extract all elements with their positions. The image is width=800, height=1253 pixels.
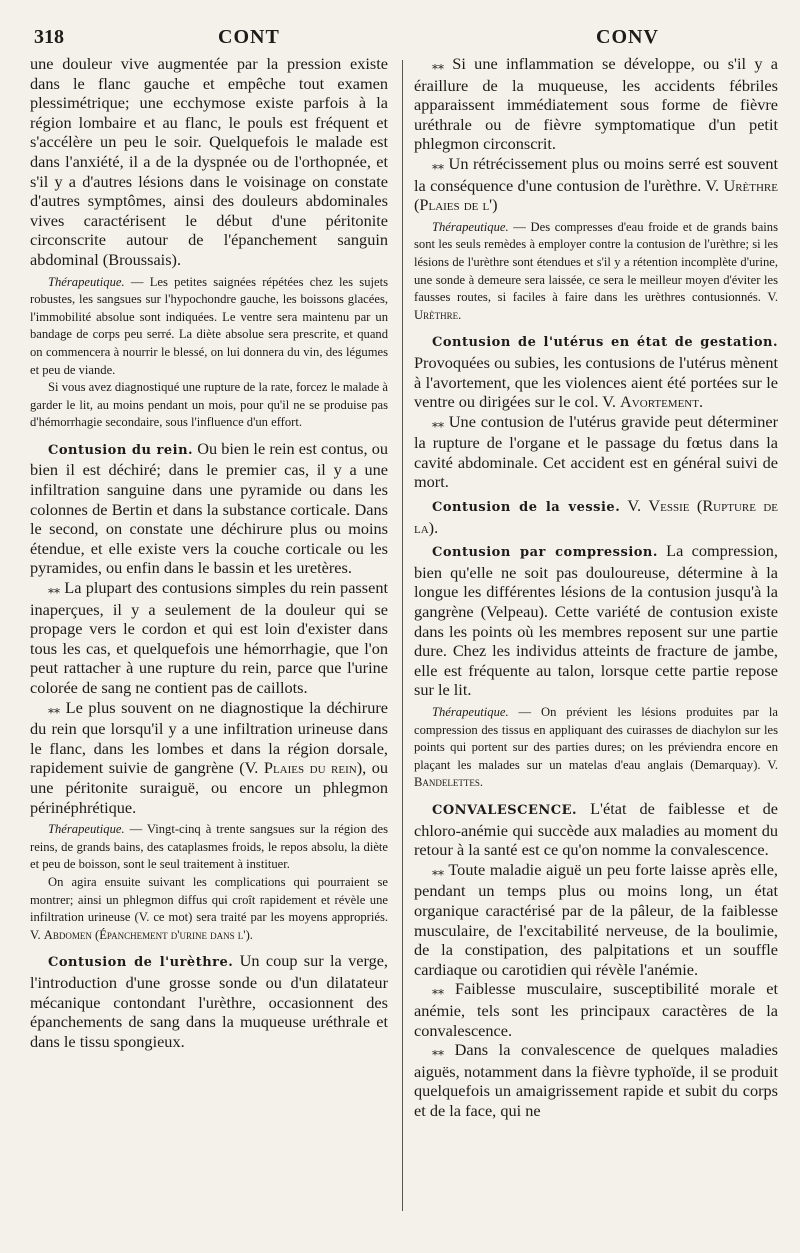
- entry-contusion-compression: Contusion par compression. La compression, bien qu'elle ne soit pas douloureuse, détermine à la longue les différentes lésions de la contusion jusqu'à la gangrène (Velpeau). Cette variété de contusion existe dans les points où les membres reposent sur une partie dure. Chez les individus atteints de fracture de jambe, elle est fréquente au talon, lorsque cette partie repose sur le lit.: [414, 541, 778, 700]
- entry-convalescence: CONVALESCENCE. L'état de faiblesse et de chloro-anémie qui succède aux maladies au moment du retour à la santé est ce qu'on nomme la convalescence.: [414, 798, 778, 860]
- entry-heading: Contusion de l'urèthre.: [48, 955, 234, 971]
- paragraph: ⁎⁎ Une contusion de l'utérus gravide peut déterminer la rupture de l'organe et le passage du fœtus dans la cavité abdominale. Cet accident est en général suivi de mort.: [414, 411, 778, 492]
- paragraph: ⁎⁎ Si une inflammation se développe, ou s'il y a éraillure de la muqueuse, les accidents fébriles apparaissent immédiatement sous forme de fièvre uréthrale ou de fièvre symptomatique d'un petit phlegmon circonscrit.: [414, 54, 778, 154]
- right-running-head: CONV: [596, 26, 659, 48]
- asterism-icon: ⁎⁎: [432, 863, 444, 878]
- cross-reference: Abdomen (Épanchement d'urine dans l'): [43, 927, 250, 942]
- therapeutique-paragraph: Thérapeutique. — Vingt-cinq à trente sangsues sur la région des reins, de grands bains, des cataplasmes froids, le repos absolu, la diète et peu de boisson, sont le seul traitement à instituer.: [30, 822, 388, 872]
- therapeutique-label: Thérapeutique.: [48, 822, 125, 837]
- cross-reference: Urèthre: [414, 307, 459, 322]
- therapeutique-paragraph: Thérapeutique. — On prévient les lésions produites par la compression des tissus en appliquant des cuirasses de diachylon sur les points qui portent sur des parties dures; on les préviendra encore en plaçant les malades sur un matelas d'eau anglais (Demarquay). V. Bandelettes.: [414, 705, 778, 790]
- therapeutique-label: Thérapeutique.: [432, 705, 509, 719]
- two-column-body: [30, 54, 778, 1241]
- page-header: [30, 22, 778, 52]
- entry-heading: Contusion du rein.: [48, 442, 194, 458]
- left-running-head: CONT: [218, 26, 280, 48]
- therapeutique-label: Thérapeutique.: [432, 219, 509, 234]
- entry-contusion-vessie: Contusion de la vessie. V. Vessie (Rupture de la).: [414, 496, 778, 537]
- page-number: 318: [34, 26, 64, 48]
- right-column: [414, 54, 778, 1241]
- cross-reference: Urèthre (Plaies de l'): [414, 175, 778, 215]
- paragraph: Si vous avez diagnostiqué une rupture de la rate, forcez le malade à garder le lit, au moins pendant un mois, pour qu'il ne se produise pas d'hémorrhagie secondaire, sous l'influence d'un effort.: [30, 380, 388, 430]
- entry-contusion-rein: Contusion du rein. Ou bien le rein est contus, ou bien il est déchiré; dans le premier cas, il y a une infiltration sanguine dans une pyramide ou dans les colonnes de Bertin et dans la substance corticale. Dans le second, on constate une déchirure plus ou moins étendue, et elle existe vers la couche corticale ou les pyramides, ou enfin dans le bassin et les uretères.: [30, 438, 388, 578]
- paragraph: ⁎⁎ Faiblesse musculaire, susceptibilité morale et anémie, tels sont les principaux caractères de la convalescence.: [414, 979, 778, 1040]
- cross-reference: Avortement: [620, 392, 699, 412]
- therapeutique-label: Thérapeutique.: [48, 274, 125, 289]
- asterism-icon: ⁎⁎: [432, 415, 444, 430]
- column-divider: [402, 60, 403, 1211]
- therapeutique-paragraph: Thérapeutique. — Les petites saignées répétées chez les sujets robustes, les sangsues sur l'hypochondre gauche, les boissons glacées, l'immobilité absolue sont indiquées. Le ventre sera maintenu par un bandage de corps peu serré. La diète absolue sera prescrite, et quand on commencera à nourrir le blessé, on lui donnera du vin, des légumes et peu de viande.: [30, 274, 388, 377]
- therapeutique-paragraph: Thérapeutique. — Des compresses d'eau froide et de grands bains sont les seuls remèdes à employer contre la contusion de l'urèthre; si les lésions de l'urèthre sont étendues et s'il y a rétention incomplète d'urine, une sonde à demeure sera laissée, ce sera le meilleur moyen d'éviter les fausses routes, si faciles à faire dans les urèthres contusionnés. V. Urèthre.: [414, 219, 778, 322]
- entry-contusion-uterus: Contusion de l'utérus en état de gestation. Provoquées ou subies, les contusions de l'utérus mènent à l'avortement, que les violences aient été portées sur le ventre ou dirigées sur le col. V. Avortement.: [414, 335, 778, 412]
- asterism-icon: ⁎⁎: [48, 701, 60, 716]
- paragraph: ⁎⁎ Le plus souvent on ne diagnostique la déchirure du rein que lorsqu'il y a une infiltration urineuse dans le flanc, dans les lombes et dans la région dorsale, rapidement suivie de gangrène (V. Plaies du rein), ou une péritonite suraiguë, ou encore un phlegmon périnéphrétique.: [30, 697, 388, 817]
- entry-heading: Contusion par compression.: [432, 545, 658, 561]
- asterism-icon: ⁎⁎: [432, 983, 444, 998]
- cross-reference: Bandelettes: [414, 775, 480, 790]
- entry-heading: CONVALESCENCE.: [432, 802, 578, 818]
- paragraph: ⁎⁎ Dans la convalescence de quelques maladies aiguës, notamment dans la fièvre typhoïde, il se produit quelquefois un amaigrissement rapide et subit du corps et de la face, qui ne: [414, 1040, 778, 1120]
- paragraph: ⁎⁎ Toute maladie aiguë un peu forte laisse après elle, pendant un temps plus ou moins long, un état organique caractérisé par de la pâleur, de la faiblesse musculaire, de l'excitabilité nerveuse, de la boulimie, de la constipation, des palpitations et un souffle cardiaque ou carotidien qui révèle l'anémie.: [414, 859, 778, 979]
- paragraph: On agira ensuite suivant les complications qui pourraient se montrer; ainsi un phlegmon diffus qui croît rapidement et révèle une infiltration urineuse (V. ce mot) sera traité par les moyens appropriés. V. Abdomen (Épanchement d'urine dans l').: [30, 874, 388, 942]
- paragraph: une douleur vive augmentée par la pression existe dans le flanc gauche et empêche tout examen plessimétrique; une ecchymose existe parfois à la région lombaire et au flanc, le pouls est fréquent et s'accélère un peu le soir. Quelquefois le malade est dans l'anxiété, il a de la dyspnée ou de l'orthopnée, et s'il y a d'autres lésions dans le voisinage on constate d'autres symptômes, ainsi des douleurs abdominales vives caractérisent le début d'une péritonite circonscrite autour de l'épanchement sanguin abdominal (Broussais).: [30, 54, 388, 269]
- asterism-icon: ⁎⁎: [432, 157, 444, 172]
- cross-reference: Plaies du rein: [263, 758, 357, 778]
- entry-heading: Contusion de la vessie.: [432, 500, 621, 516]
- paragraph: ⁎⁎ Un rétrécissement plus ou moins serré est souvent la conséquence d'une contusion de l'urèthre. V. Urèthre (Plaies de l'): [414, 153, 778, 215]
- entry-heading: Contusion de l'utérus en état de gestation.: [432, 335, 778, 351]
- paragraph: ⁎⁎ La plupart des contusions simples du rein passent inaperçues, il y a seulement de la douleur qui se propage vers le cordon et qui est loin d'exister dans tous les cas, et quelquefois une hémorrhagie, que l'on peut rattacher à une rupture du rein, parce que l'urine colorée de sang ne contient pas de caillots.: [30, 578, 388, 697]
- asterism-icon: ⁎⁎: [432, 1044, 444, 1059]
- entry-contusion-urethre: Contusion de l'urèthre. Un coup sur la verge, l'introduction d'une grosse sonde ou d'un dilatateur mécanique contondant l'urèthre, occasionnent des épanchements de sang dans la muqueuse uréthrale et dans le tissu spongieux.: [30, 951, 388, 1051]
- cross-reference: Vessie (Rupture de la): [414, 496, 778, 537]
- asterism-icon: ⁎⁎: [432, 58, 444, 72]
- left-column: [30, 54, 388, 1241]
- asterism-icon: ⁎⁎: [48, 582, 60, 597]
